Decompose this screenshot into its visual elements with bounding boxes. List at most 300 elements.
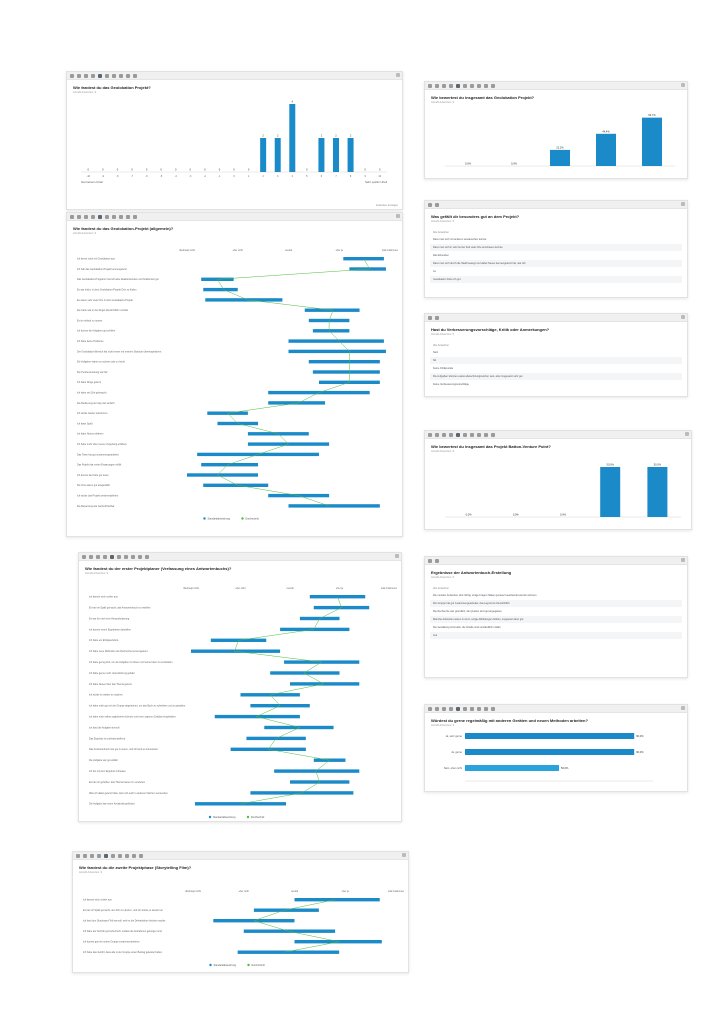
row-label: Das Team hat gut zusammengearbeitet — [77, 453, 119, 457]
column-chart-icon[interactable] — [442, 84, 446, 88]
footer-link[interactable]: Antworten anzeigen — [375, 204, 398, 207]
export-icon[interactable] — [126, 74, 130, 78]
std-bar — [201, 463, 258, 466]
std-bar — [313, 370, 380, 373]
row-label: Die Orte waren gut ausgewählt — [77, 484, 110, 488]
panel-title: Wie fandest du das Geolokation Projekt? — [73, 85, 151, 90]
list-item: Geolokation finde ich gut — [430, 276, 682, 283]
panel-title: Wie fandest du der erster Projektplaner (Verfassung eines Antwortenbuchs)? — [85, 566, 232, 571]
panel-subtitle: Anzahl Antworten: 9 — [73, 91, 97, 94]
column-label: überhaupt nicht — [179, 250, 195, 252]
tick-label: -6 — [145, 175, 148, 178]
bar — [550, 150, 570, 166]
data-label: 0 — [364, 168, 366, 172]
data-label: 0 — [145, 168, 148, 172]
column-chart-icon[interactable] — [442, 707, 446, 711]
std-bar — [187, 473, 258, 476]
std-bar — [289, 504, 380, 507]
row-label: Ich würde es wieder so machen — [89, 693, 123, 697]
panel-title: Hast du Verbesserungsvorschläge, Kritik oder Anmerkungen? — [431, 327, 550, 332]
row-label: Was ich dabei gelernt habe, kann ich auch in anderen Fächern verwenden — [89, 791, 168, 795]
tick-label: 7 — [335, 175, 337, 178]
data-label: 2 — [320, 134, 323, 138]
data-label: 0 — [160, 168, 162, 172]
std-bar — [309, 360, 380, 363]
text-icon[interactable] — [470, 84, 474, 88]
settings-icon[interactable] — [117, 555, 121, 559]
std-bar — [268, 401, 325, 404]
bar — [333, 138, 339, 172]
row-label: Ich habe mich gut mit der Gruppe abgestimmt, um das Buch zu schreiben und zu gestalten — [89, 704, 186, 708]
question-panel-likert-general — [66, 212, 403, 537]
tick-label: 2 — [262, 175, 264, 178]
list-item: Ja — [433, 270, 436, 273]
more-icon[interactable] — [491, 707, 495, 711]
column-label: total zustimmen — [387, 891, 405, 893]
std-bar — [254, 909, 319, 912]
close-icon[interactable] — [396, 73, 400, 77]
bar — [600, 467, 620, 517]
column-label: eher ja — [341, 891, 349, 893]
line-chart-icon[interactable] — [103, 555, 107, 559]
bar-chart-icon[interactable] — [435, 316, 439, 320]
table-icon[interactable] — [82, 555, 86, 559]
table-icon[interactable] — [428, 707, 432, 711]
column-label: eher ja — [335, 588, 344, 590]
row-label: Ich fand den Storyboard-Teil sinnvoll, weil es die Dreharbeiten leichter machte — [83, 919, 166, 923]
bar — [348, 138, 354, 172]
row-label: Es war leicht, in dem Geolokation-Projekt Orte zu finden — [77, 288, 137, 292]
filter-icon[interactable] — [119, 74, 123, 78]
bar-chart-icon[interactable] — [77, 215, 81, 219]
table-icon[interactable] — [428, 203, 432, 207]
row-label: Es hat mir Spaß gemacht, das Antwortenbuch zu erstellen — [89, 606, 151, 610]
close-icon[interactable] — [396, 214, 400, 218]
table-icon[interactable] — [70, 74, 74, 78]
legend-label: Durchschnitt — [251, 816, 265, 819]
table-icon[interactable] — [70, 215, 74, 219]
list-item: Keine Kritikpunkte — [433, 367, 454, 370]
close-icon[interactable] — [681, 558, 685, 562]
column-label: neutral — [290, 891, 299, 893]
column-label: überhaupt nicht — [183, 588, 199, 590]
bar — [260, 138, 266, 172]
list-item: Die meisten Antworten sind richtig, einige Fragen hätten genauer beantwortet werden können — [433, 594, 537, 597]
data-label: 0,0% — [511, 162, 517, 166]
row-label: Das Projekt hat meine Erwartungen erfüllt — [77, 463, 122, 467]
category-label: Nein, eher nicht — [443, 767, 462, 770]
text-icon[interactable] — [124, 555, 128, 559]
export-icon[interactable] — [138, 555, 142, 559]
bar — [465, 749, 634, 755]
std-bar — [274, 769, 359, 772]
list-header: Alle Antworten — [433, 344, 449, 347]
row-label: Ich habe Dinge gelernt — [77, 381, 102, 385]
table-icon[interactable] — [76, 854, 80, 858]
column-chart-icon[interactable] — [96, 555, 100, 559]
panel-title: Wie fandest du die zweite Projektphase (Storytelling Film)? — [79, 865, 192, 870]
data-label: 0 — [131, 168, 133, 172]
row-label: Die Aufgabe war gut erklärt — [89, 759, 118, 763]
panel-title: Was gefällt dir besonders gut an dem Projekt? — [431, 214, 520, 219]
more-icon[interactable] — [145, 555, 149, 559]
close-icon[interactable] — [681, 83, 685, 87]
legend-label: Standardabweichung — [213, 816, 236, 819]
panel-title: Ergebnisse der Antwortenbuch-Erstellung — [431, 570, 512, 575]
pie-chart-icon[interactable] — [110, 555, 114, 559]
answers-list — [430, 342, 682, 388]
row-label: Ich würde das Projekt weiterempfehlen — [77, 494, 119, 498]
filter-icon[interactable] — [477, 707, 481, 711]
filter-icon[interactable] — [477, 433, 481, 437]
row-label: Der Geolokation-Bereich hat nicht immer mit meinem Standort übereingestimmt — [77, 350, 162, 354]
likert-chart — [73, 878, 408, 970]
std-bar — [205, 298, 282, 301]
std-bar — [203, 288, 238, 291]
std-bar — [270, 671, 339, 674]
data-label: 0 — [174, 168, 177, 172]
list-item: Die Recherche war gründlich, die Quellen sind gut angegeben — [433, 610, 502, 613]
row-label: Das Ergebnis ist zufriedenstellend — [89, 737, 126, 741]
bar — [465, 733, 634, 739]
table-icon[interactable] — [428, 316, 432, 320]
column-chart-icon[interactable] — [90, 854, 94, 858]
panel-subtitle: Anzahl Antworten: 9 — [73, 232, 97, 235]
tick-label: -1 — [218, 175, 221, 178]
list-item: Nein — [433, 351, 439, 354]
pie-chart-icon[interactable] — [104, 854, 108, 858]
column-label: eher ja — [335, 250, 343, 252]
row-label: Ich kenne mich mit Geolokation aus — [77, 257, 115, 261]
settings-icon[interactable] — [463, 84, 467, 88]
panel-subtitle: Anzahl Antworten: 6 — [431, 576, 455, 579]
row-label: Ich habe die Technik gut beherrscht, sodass die Aufnahmen gelungen sind — [83, 930, 162, 934]
panel-subtitle: Anzahl Antworten: 9 — [431, 450, 455, 453]
bar-chart-icon[interactable] — [435, 707, 439, 711]
filter-icon[interactable] — [125, 854, 129, 858]
bar — [596, 134, 616, 166]
column-label: eher nicht — [235, 588, 246, 590]
export-icon[interactable] — [132, 854, 136, 858]
chart-toolbar — [425, 82, 687, 90]
row-label: Es war für mich eine Herausforderung — [89, 617, 130, 621]
tick-label: 9 — [364, 175, 366, 178]
column-chart-icon[interactable] — [442, 433, 446, 437]
pie-chart-icon[interactable] — [456, 433, 460, 437]
list-item: Dass man sich in sehr kurzer Zeit viele Orte anschauen konnte — [430, 244, 682, 251]
row-label: Ich konnte die Karte gut lesen — [77, 473, 109, 477]
std-bar — [280, 628, 349, 631]
question-panel-satisfaction — [66, 71, 403, 210]
data-label: 50,0% — [561, 767, 569, 770]
column-chart-icon[interactable] — [84, 74, 88, 78]
bar-chart-icon[interactable] — [435, 84, 439, 88]
row-label: Ich konnte gut mit meiner Gruppe zusammenarbeiten — [83, 940, 140, 944]
table-icon[interactable] — [428, 433, 432, 437]
pie-chart-icon[interactable] — [98, 74, 102, 78]
row-label: Die Bedienung der App war einfach — [77, 401, 115, 405]
list-item: Dass man sich mit anderen austauschen konnte — [433, 238, 487, 241]
hbar-chart — [425, 725, 687, 787]
list-item: Dass man sich durch die Stadt bewegt und dabei Neues kennengelernt hat, war toll — [430, 260, 682, 267]
panel-subtitle: Anzahl Antworten: 9 — [79, 871, 103, 874]
table-icon[interactable] — [428, 559, 432, 563]
chart-toolbar — [79, 553, 401, 561]
bar — [647, 467, 667, 517]
mean-line — [254, 900, 339, 953]
data-label: 44,4% — [602, 130, 610, 134]
row-label: Das Antwortenbuch war gut zu lesen, und ich fand es interessant — [89, 748, 158, 752]
close-icon[interactable] — [681, 706, 685, 710]
row-label: Die Karte war in der Regel übersichtlich und klar — [77, 309, 129, 313]
chart-toolbar — [67, 213, 402, 221]
tick-label: -2 — [203, 175, 206, 178]
settings-icon[interactable] — [111, 854, 115, 858]
legend-marker — [203, 517, 205, 519]
tick-label: 0 — [233, 175, 235, 178]
tick-label: 4 — [291, 175, 293, 178]
bar-chart-icon[interactable] — [435, 559, 439, 563]
category-label: Ja, sehr gerne — [445, 735, 462, 738]
line-chart-icon[interactable] — [97, 854, 101, 858]
legend-label: Standardabweichung — [207, 517, 230, 521]
bar-chart-icon[interactable] — [83, 854, 87, 858]
row-label: Die Aufgabe hat meine Kreativität gefördert — [89, 802, 135, 806]
list-item: Die Gestaltung ist kreativ, die Inhalte sind verständlich erklärt — [433, 626, 501, 629]
std-bar — [290, 682, 359, 685]
question-panel-likert-phase1 — [78, 552, 402, 822]
line-chart-icon[interactable] — [91, 215, 95, 219]
more-icon[interactable] — [491, 433, 495, 437]
data-label: 2 — [349, 134, 352, 138]
tick-label: -7 — [130, 175, 134, 178]
column-label: überhaupt nicht — [185, 891, 201, 893]
panel-title: Wie bewertest du insgesamt das Geolokation Projekt? — [431, 95, 535, 100]
data-label: 90,0% — [636, 735, 644, 738]
tick-label: 10 — [378, 175, 382, 178]
data-label: 22,2% — [556, 146, 564, 150]
filter-icon[interactable] — [131, 555, 135, 559]
export-icon[interactable] — [484, 707, 488, 711]
panel-subtitle: Anzahl Antworten: 9 — [431, 724, 455, 727]
question-panel-project-rating — [424, 430, 692, 530]
column-label: total zustimmen — [381, 250, 399, 252]
bar — [318, 138, 324, 172]
tick-label: 1 — [247, 175, 250, 178]
data-label: 0 — [247, 168, 250, 172]
panel-subtitle: Anzahl Antworten: 9 — [431, 101, 455, 104]
line-chart-icon[interactable] — [449, 84, 453, 88]
bar-chart — [425, 104, 687, 174]
data-label: 0 — [204, 168, 206, 172]
answers-list — [430, 585, 682, 639]
more-icon[interactable] — [491, 84, 495, 88]
row-label: Ich würde wieder teilnehmen — [77, 412, 108, 416]
row-label: Ich habe mich selbst organisieren können und einen eigenen Zeitplan eingehalten — [89, 715, 176, 719]
line-chart-icon[interactable] — [91, 74, 95, 78]
panel-toolbar — [425, 557, 687, 565]
row-label: Das Geolokation-Programm hat schnelle Reaktionszeiten und funktioniert gut — [77, 278, 159, 282]
answers-list — [430, 229, 682, 283]
data-label: 0 — [233, 168, 235, 172]
std-bar — [295, 898, 380, 901]
legend-label: Durchschnitt — [245, 517, 259, 521]
line-chart-icon[interactable] — [449, 433, 453, 437]
panel-title: Wie bewertest du insgesamt das Projekt Batton-Venture Point? — [431, 444, 551, 449]
row-label: Ich hab das Geolokation-Projekt kennengelernt — [77, 267, 127, 271]
table-icon[interactable] — [428, 84, 432, 88]
row-label: Es hat mir Spaß gemacht, den Film zu drehen, und ich würde es wieder tun — [83, 909, 163, 913]
data-label: 50,0% — [653, 463, 662, 467]
chart-toolbar — [425, 431, 691, 439]
close-icon[interactable] — [685, 432, 689, 436]
data-label: 0,0% — [560, 513, 566, 517]
data-label: 0 — [306, 168, 308, 172]
data-label: 0,0% — [512, 513, 519, 517]
text-icon[interactable] — [470, 433, 474, 437]
data-label: 2 — [276, 134, 279, 138]
chart-toolbar — [425, 705, 687, 713]
question-panel-overall-rating — [424, 81, 688, 179]
panel-toolbar — [425, 201, 687, 209]
close-icon[interactable] — [681, 315, 685, 319]
row-label: Ich hatte keine Probleme — [77, 340, 104, 343]
pie-chart-icon[interactable] — [456, 84, 460, 88]
question-panel-likert-phase2 — [72, 851, 409, 973]
bar-chart-icon[interactable] — [435, 203, 439, 207]
data-label: 0 — [218, 168, 221, 172]
panel-subtitle: Anzahl Antworten: 5 — [431, 333, 455, 336]
row-label: Ich habe mehr über meine Umgebung erfahren — [77, 443, 127, 446]
data-label: 0 — [189, 168, 192, 172]
data-label: 0,0% — [465, 513, 472, 517]
std-bar — [289, 339, 384, 342]
bar-chart-icon[interactable] — [435, 433, 439, 437]
text-icon[interactable] — [118, 854, 122, 858]
category-label: Ja, gerne — [451, 751, 462, 754]
row-label: Ich konnte meine Ergebnisse darstellen — [89, 628, 131, 632]
legend-marker — [209, 816, 211, 818]
data-label: 0 — [87, 168, 90, 172]
legend-marker — [247, 964, 249, 966]
settings-icon[interactable] — [463, 707, 467, 711]
legend-marker — [241, 517, 243, 519]
more-icon[interactable] — [139, 854, 143, 858]
row-label: Ich konnte die Aufgaben gut erfüllen — [77, 329, 116, 333]
tick-label: -9 — [101, 175, 104, 178]
list-item: Gut — [430, 632, 682, 639]
data-label: 50,0% — [606, 463, 614, 467]
pie-chart-icon[interactable] — [456, 707, 460, 711]
more-icon[interactable] — [133, 74, 137, 78]
list-item: Die Gruppe hat gut zusammengearbeitet, das Layout ist übersichtlich — [430, 600, 682, 607]
list-header: Alle Antworten — [433, 231, 449, 234]
close-icon[interactable] — [395, 554, 399, 558]
row-label: Ich habe Neues über das Thema gelernt — [89, 682, 132, 686]
pie-chart-icon[interactable] — [98, 215, 102, 219]
export-icon[interactable] — [484, 433, 488, 437]
data-label: 2 — [335, 134, 337, 138]
panel-toolbar — [425, 314, 687, 322]
tick-label: 5 — [306, 175, 308, 178]
more-icon[interactable] — [133, 215, 137, 219]
export-icon[interactable] — [126, 215, 130, 219]
data-label: 0 — [116, 168, 119, 172]
settings-icon[interactable] — [105, 74, 109, 78]
tick-label: -4 — [174, 175, 177, 178]
question-panel-horizontal-bars — [424, 704, 688, 792]
tick-label: -3 — [189, 175, 192, 178]
likert-chart — [79, 579, 401, 819]
panel-subtitle: Anzahl Antworten: 5 — [431, 220, 455, 223]
row-label: Ich habe viel Zeit gebraucht — [77, 391, 107, 395]
right-label: Sehr positiv Urteil — [365, 180, 387, 184]
bar-chart — [425, 453, 691, 527]
column-label: eher nicht — [232, 250, 243, 252]
std-bar — [238, 951, 340, 954]
text-answers-panel-results — [424, 556, 688, 678]
column-label: neutral — [286, 588, 294, 590]
std-bar — [289, 350, 386, 353]
bar — [465, 765, 559, 771]
list-item: Keine Verbesserungsvorschläge — [433, 383, 469, 386]
text-answers-panel-likes — [424, 200, 688, 298]
column-chart-icon[interactable] — [84, 215, 88, 219]
text-icon[interactable] — [470, 707, 474, 711]
chart-toolbar — [73, 852, 408, 860]
text-icon[interactable] — [112, 74, 116, 78]
bar-chart — [67, 98, 402, 198]
row-label: Ich habe Neues erfahren — [77, 432, 104, 436]
text-icon[interactable] — [112, 215, 116, 219]
row-label: Es hat mir geholfen, das Thema besser zu verstehen — [89, 780, 146, 784]
settings-icon[interactable] — [105, 215, 109, 219]
tick-label: -10 — [86, 175, 91, 178]
row-label: Ich fand die Aufgabe sinnvoll — [89, 726, 120, 730]
list-header: Alle Antworten — [433, 587, 449, 590]
row-label: Es waren sehr viele Orte in dem Geolokation-Projekt — [77, 298, 133, 302]
tick-label: 6 — [320, 175, 323, 178]
export-icon[interactable] — [484, 84, 488, 88]
panel-title: Wie fandest du das Geolokation-Projekt (allgemein)? — [73, 226, 174, 231]
settings-icon[interactable] — [463, 433, 467, 437]
close-icon[interactable] — [681, 202, 685, 206]
filter-icon[interactable] — [477, 84, 481, 88]
legend-label: Durchschnitt — [251, 964, 265, 967]
legend-marker — [247, 816, 249, 818]
chart-toolbar — [67, 72, 402, 80]
line-chart-icon[interactable] — [449, 707, 453, 711]
bar-chart-icon[interactable] — [77, 74, 81, 78]
left-label: Gar keinem Urteil — [81, 180, 103, 184]
row-label: Ich hatte genug Zeit, um die Aufgaben zu lösen und meine Ideen zu entwickeln — [89, 661, 173, 664]
column-label: total zustimmen — [380, 588, 398, 590]
list-item: Die Aufgaben könnten etwas abwechslungsreicher sein, aber insgesamt sehr gut — [430, 373, 682, 380]
bar-chart-icon[interactable] — [89, 555, 93, 559]
row-label: Es ist einfach zu nutzen — [77, 319, 103, 323]
close-icon[interactable] — [402, 853, 406, 857]
data-label: 0 — [102, 168, 104, 172]
filter-icon[interactable] — [119, 215, 123, 219]
std-bar — [313, 329, 350, 332]
row-label: Die Bewertung war nachvollziehbar — [77, 504, 115, 508]
data-label: 0 — [378, 168, 381, 172]
row-label: Ich hatte ein Erfolgserlebnis — [89, 639, 119, 643]
bar — [275, 138, 281, 172]
text-answers-panel-suggestions — [424, 313, 688, 397]
row-label: Ich bin mit dem Ergebnis zufrieden — [89, 770, 126, 773]
row-label: Ich kannte mich vorher aus — [83, 898, 112, 902]
